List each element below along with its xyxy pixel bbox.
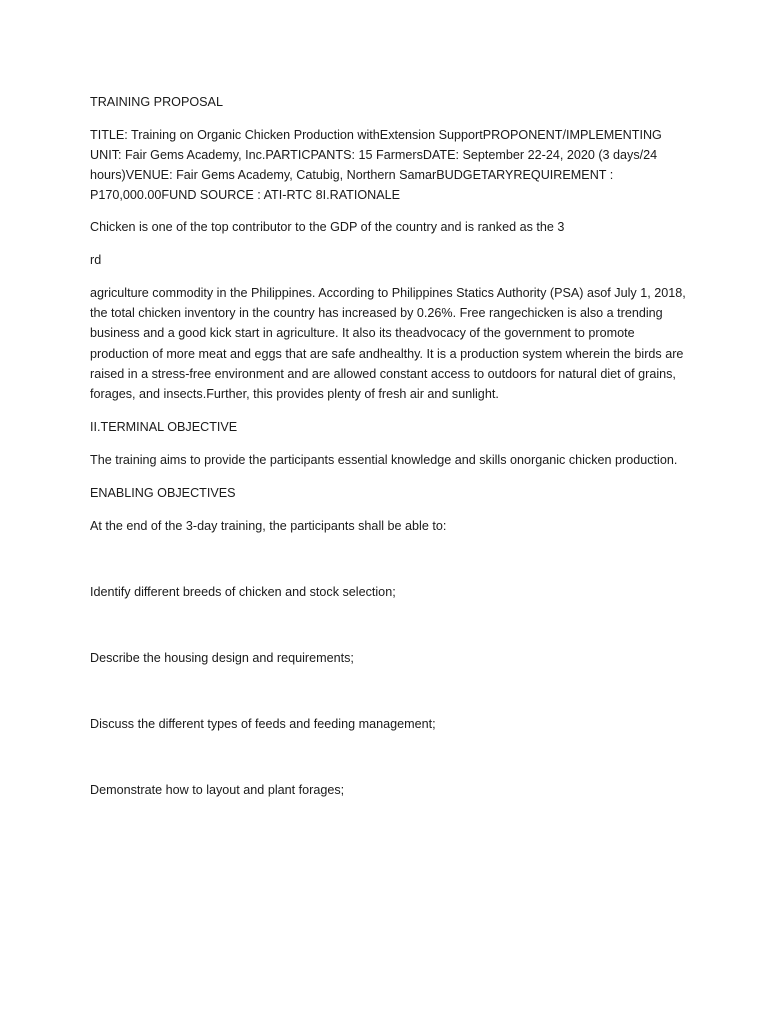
objective-item-1: Identify different breeds of chicken and stock selection; (90, 585, 396, 599)
document-heading: TRAINING PROPOSAL (90, 95, 223, 109)
objective-bullet-1 (90, 549, 690, 569)
objective-item-2: Describe the housing design and requirements; (90, 651, 354, 665)
objective-item-3: Discuss the different types of feeds and feeding management; (90, 717, 436, 731)
objective-item-4: Demonstrate how to layout and plant forages; (90, 783, 345, 797)
rationale-superscript: rd (90, 253, 102, 267)
enabling-objectives-intro: At the end of the 3-day training, the participants shall be able to: (90, 519, 447, 533)
terminal-objective-heading: II.TERMINAL OBJECTIVE (90, 420, 238, 434)
enabling-objectives-heading: ENABLING OBJECTIVES (90, 486, 236, 500)
rationale-paragraph-2 (90, 283, 690, 404)
terminal-objective-text: The training aims to provide the participants essential knowledge and skills onorganic chicken production. (90, 453, 678, 467)
title-block: TITLE: Training on Organic Chicken Production withExtension SupportPROPONENT/IMPLEMENTING UNIT: Fair Gems Academy, Inc.PARTICPANTS: 15 FarmersDATE: September 22-24, 2020 (3 days/24 hours)VENUE: Fair Gems Academy, Catubig, Northern SamarBUDGETARYREQUIREMENT : P170,000.00FUND SOURCE : ATI-RTC 8I.RATIONALE (90, 128, 662, 202)
objective-bullet-3 (90, 681, 690, 701)
objective-bullet-2 (90, 615, 690, 635)
rationale-text-a: agriculture commodity in the Philippines. According to Philippines Statics Authority (PSA) asof July 1, 2018, the total chicken inventory in the country has increased by 0.26%. Free rangechicken is also a trending business and a good kick start in agriculture. It also (90, 286, 686, 340)
document-body (90, 92, 690, 813)
rationale-text-b: its theadvocacy of the government to promote production of more meat and eggs that are safe andhealthy. It is a production system wherein the birds are raised in a stress-free environment and are allowed constant access to outdoors for natural diet of grains, forages, and insects.Further, this provides plenty of fresh air and sunlight. (90, 326, 684, 401)
rationale-paragraph-1: Chicken is one of the top contributor to the GDP of the country and is ranked as the 3 (90, 220, 565, 234)
objective-bullet-4 (90, 747, 690, 767)
